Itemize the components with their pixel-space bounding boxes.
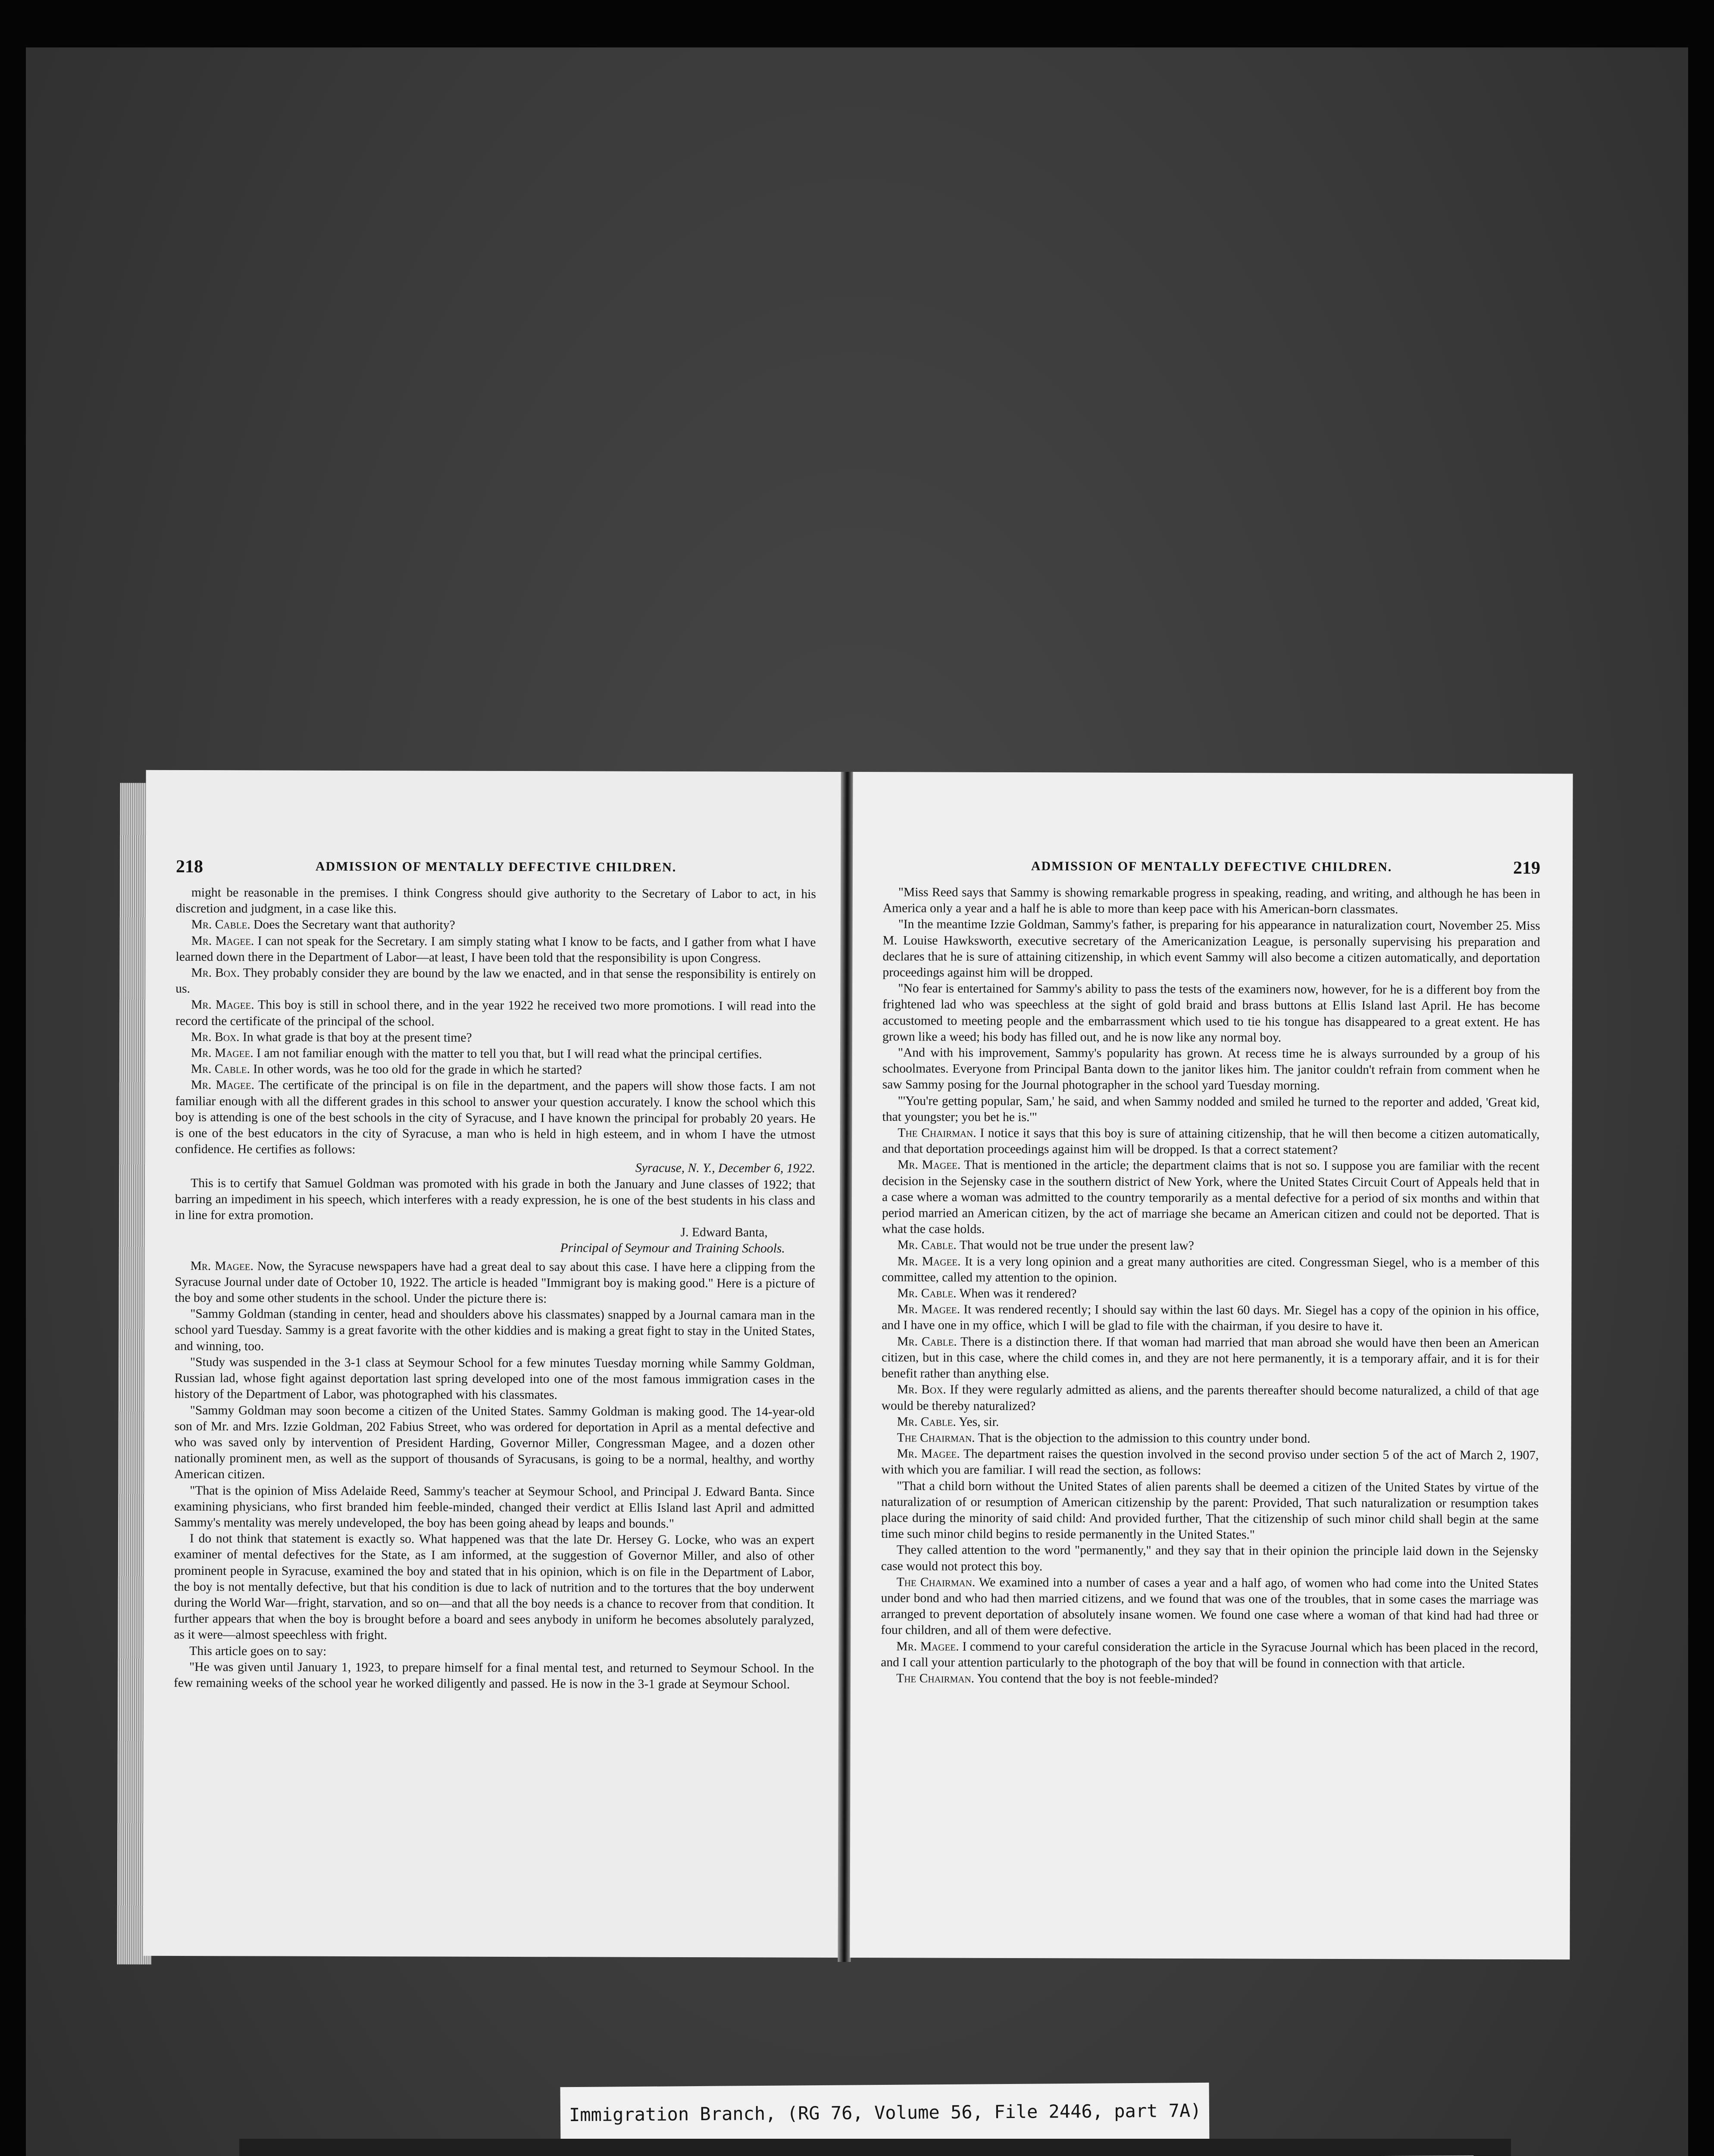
left-paragraph-group-1: [175, 885, 816, 1159]
paragraph: [175, 1306, 815, 1356]
speaker-name: Mr. Magee.: [897, 1254, 961, 1269]
paragraph: [882, 1125, 1539, 1159]
paragraph-text: They called attention to the word "permanently," and they say that in their opinion the principle laid down in the Sejensky case would not protect this boy.: [881, 1543, 1539, 1573]
left-page-text: [174, 885, 816, 1693]
paragraph: [881, 1542, 1539, 1576]
paragraph: [881, 1574, 1538, 1640]
paragraph: [882, 1157, 1539, 1239]
paragraph-text: Yes, sir.: [956, 1415, 999, 1429]
certificate-signer: J. Edward Banta,: [680, 1225, 768, 1240]
paragraph-text: I can not speak for the Secretary. I am simply stating what I know to be facts, and I gather from what I have learned down there in the Department of Labor—at least, I have been told that the responsibility is upon Congress.: [175, 934, 816, 965]
paragraph-text: If they were regularly admitted as aliens, and the parents thereafter should become naturalized, a child of that age would be thereby naturalized?: [881, 1382, 1539, 1413]
paragraph-text: "He was given until January 1, 1923, to prepare himself for a final mental test, and returned to Seymour School. In the few remaining weeks of the school year he worked diligently and passed. He is now in the 3-1 grade at Seymour School.: [174, 1660, 814, 1692]
paragraph: [881, 1446, 1539, 1479]
speaker-name: Mr. Magee.: [896, 1639, 959, 1654]
paragraph: [882, 1382, 1539, 1416]
paragraph-text: I am not familiar enough with the matter to tell you that, but I will read what the principal certifies.: [253, 1046, 762, 1062]
paragraph: [882, 1093, 1539, 1127]
paragraph-text: They probably consider they are bound by the law we enacted, and in that sense the responsibility is entirely on us.: [175, 966, 816, 996]
paragraph: [882, 1045, 1540, 1095]
paragraph-text: "Study was suspended in the 3-1 class at Seymour School for a few minutes Tuesday morning while Sammy Goldman, Russian lad, whose fight against deportation last spring developed into one of the most famous immigration cases in the history of the Department of Labor, was photographed with his classmates.: [174, 1355, 815, 1402]
certificate-signer-title: Principal of Seymour and Training Schools.: [560, 1241, 785, 1256]
paragraph-text: I notice it says that this boy is sure of attaining citizenship, that he will then become a citizen automatically, and that deportation proceedings against him will be dropped. Is that a correct statement?: [882, 1126, 1540, 1157]
paragraph-text: You contend that the boy is not feeble-minded?: [974, 1671, 1219, 1686]
speaker-name: Mr. Magee.: [897, 1302, 960, 1316]
right-page-number: 219: [1513, 858, 1541, 878]
speaker-name: The Chairman.: [896, 1671, 975, 1686]
paragraph-text: "In the meantime Izzie Goldman, Sammy's father, is preparing for his appearance in naturalization court, November 25. Miss M. Louise Hawksworth, executive secretary of the Americanization League, is personally supervising his preparation and declares that he is sure of attaining citizenship, in which event Sammy will also become a citizen automatically, and deportation proceedings against him will be dropped.: [882, 917, 1540, 980]
paragraph: [175, 1029, 816, 1047]
paragraph-text: "'You're getting popular, Sam,' he said, and when Sammy nodded and smiled he turned to the reporter and added, 'Great kid, that youngster; you bet he is.'": [882, 1094, 1540, 1124]
certificate-dateline: Syracuse, N. Y., December 6, 1922.: [635, 1161, 816, 1176]
speaker-name: The Chairman.: [898, 1126, 976, 1140]
right-paragraph-group: [881, 884, 1540, 1688]
paragraph: [174, 1659, 814, 1693]
paragraph: [175, 933, 816, 967]
left-running-head: ADMISSION OF MENTALLY DEFECTIVE CHILDREN.: [315, 859, 677, 874]
paragraph: [175, 1258, 815, 1308]
paragraph: [881, 1670, 1538, 1688]
paragraph: [882, 981, 1540, 1047]
paragraph-text: There is a distinction there. If that woman had married that man abroad she would have then been an American citizen, but in this case, where the child comes in, and they are not here permanently, it is a temporary affair, and it is for their benefit rather than anything else.: [881, 1335, 1539, 1381]
speaker-name: Mr. Box.: [191, 1030, 240, 1044]
paragraph-text: The certificate of the principal is on file in the department, and the papers will show those facts. I am not familiar enough with all the different grades in this school to answer your question accurately. I know the school which this boy is attending is one of the best schools in the city of Syracuse, and I have known the principal for probably 20 years. He is one of the best educators in the city of Syracuse, a man who is held in high esteem, and in whom I have the utmost confidence. He certifies as follows:: [175, 1078, 816, 1157]
paragraph: [882, 1238, 1539, 1255]
paragraph-text: In what grade is that boy at the present time?: [239, 1030, 472, 1045]
speaker-name: Mr. Box.: [191, 966, 240, 980]
paragraph-text: In other words, was he too old for the grade in which he started?: [250, 1062, 582, 1077]
paragraph-text: Now, the Syracuse newspapers have had a great deal to say about this case. I have here a clipping from the Syracuse Journal under date of October 10, 1922. The article is headed "Immigrant boy is making good." Here is a picture of the boy and some other students in the school. Under the picture there is:: [175, 1259, 815, 1306]
paragraph: [176, 917, 816, 934]
paragraph-text: I do not think that statement is exactly so. What happened was that the late Dr. Hersey G. Locke, who was an expert examiner of mental defectives for the State, as I am informed, at the suggestion of Governor Miller, and also of other prominent people in Syracuse, examined the boy and stated that in his opinion, which is on file in the Department of Labor, the boy is not mentally defective, but that his condition is due to lack of nutrition and to the tortures that the boy underwent during the World War—fright, starvation, and so on—and that all the boy needs is a chance to recover from that condition. It further appears that when the boy is brought before a board and sees anybody in uniform he becomes absolutely paralyzed, as it were—almost speechless with fright.: [174, 1532, 815, 1642]
paragraph-text: "And with his improvement, Sammy's popularity has grown. At recess time he is always surrounded by a group of his schoolmates. Everyone from Principal Banta down to the janitor likes him. The janitor couldn't refrain from comment when he saw Sammy posing for the Journal photographer in the school yard Tuesday morning.: [882, 1046, 1540, 1093]
left-page: [143, 770, 842, 1958]
left-paragraph-group-2: [174, 1258, 815, 1693]
speaker-name: Mr. Cable.: [897, 1238, 957, 1253]
paragraph-text: "Sammy Goldman may soon become a citizen of the United States. Sammy Goldman is making good. The 14-year-old son of Mr. and Mrs. Izzie Goldman, 202 Fabius Street, who was ordered for deportation in April as a mental defective and who was saved only by intervention of President Harding, Governor Miller, Congressman Magee, and a dozen other nationally prominent men, as well as the support of thousands of Syracusans, is going to be a normal, healthy, and worthy American citizen.: [174, 1403, 815, 1482]
right-page-header: [883, 856, 1540, 881]
speaker-name: Mr. Magee.: [191, 1078, 255, 1092]
paragraph-text: "That is the opinion of Miss Adelaide Reed, Sammy's teacher at Seymour School, and Principal J. Edward Banta. Since examining physicians, who first branded him feeble-minded, changed their verdict at Ellis Island last April and admitted Sammy's mentality was merely undeveloped, the boy has been going ahead by leaps and bounds.": [174, 1483, 815, 1531]
archive-caption-text: Immigration Branch, (RG 76, Volume 56, File 2446, part 7A): [569, 2100, 1201, 2126]
speaker-name: Mr. Cable.: [897, 1286, 957, 1300]
paragraph: [174, 1643, 814, 1661]
paragraph: [174, 1402, 814, 1484]
paragraph: [882, 1334, 1539, 1384]
paragraph: [882, 1430, 1539, 1448]
speaker-name: Mr. Magee.: [191, 934, 254, 948]
speaker-name: Mr. Cable.: [897, 1334, 957, 1349]
paragraph-text: "That a child born without the United States of alien parents shall be deemed a citizen of the United States by virtue of the naturalization of or resumption of American citizenship by the parent: Provided, That such naturalization or resumption takes place during the minority of said child: And provided further, That the citizenship of such minor child shall begin at the same time such minor child begins to reside permanently in the United States.": [881, 1479, 1539, 1542]
speaker-name: Mr. Magee.: [897, 1447, 960, 1461]
paragraph: [174, 1531, 814, 1645]
paragraph-text: That is mentioned in the article; the department claims that is not so. I suppose you are familiar with the recent decision in the Sejensky case in the southern district of New York, where the United States Circuit Court of Appeals held that in a case where a woman was admitted to the country temporarily as a mental defective for a period of six months and within that period married an American citizen, by the act of marriage she became an American citizen and could not be deported. That is what the case holds.: [882, 1158, 1540, 1237]
paragraph-text: "Sammy Goldman (standing in center, head and shoulders above his classmates) snapped by a Journal camara man in the school yard Tuesday. Sammy is a great favorite with the other kiddies and is making a great fight to stay in the United States, and winning, too.: [175, 1307, 815, 1354]
speaker-name: Mr. Box.: [897, 1382, 946, 1397]
speaker-name: Mr. Cable.: [897, 1415, 956, 1429]
archive-caption-strip: [560, 2083, 1210, 2146]
paragraph: [882, 1414, 1539, 1432]
right-running-head: ADMISSION OF MENTALLY DEFECTIVE CHILDREN.: [1031, 859, 1392, 874]
certificate-text: This is to certify that Samuel Goldman was promoted with his grade in both the January and June classes of 1922; that barring an impediment in his speech, which interferes with a ready expression, he is one of the best students in his class and in line for extra promotion.: [175, 1176, 816, 1222]
paragraph-text: This boy is still in school there, and in the year 1922 he received two more promotions. I will read into the record the certificate of the principal of the school.: [175, 998, 816, 1029]
paragraph: [883, 884, 1540, 918]
paragraph-text: It was rendered recently; I should say within the last 60 days. Mr. Siegel has a copy of the opinion in his office, and I have one in my office, which I will be glad to file with the chairman, if you desire to have it.: [882, 1302, 1539, 1334]
paragraph-text: The department raises the question involved in the second proviso under section 5 of the act of March 2, 1907, with which you are familiar. I will read the section, as follows:: [881, 1447, 1539, 1478]
paragraph-text: "No fear is entertained for Sammy's ability to pass the tests of the examiners now, however, for he is a different boy from the frightened lad who was speechless at the sight of gold braid and brass buttons at Ellis Island last April. He has become accustomed to meeting people and the embarrassment which used to tie his tongue has disappeared to a great extent. He has grown like a weed; his body has filled out, and he is now like any normal boy.: [882, 981, 1540, 1045]
open-book: [117, 770, 1577, 1973]
paragraph-text: This article goes on to say:: [189, 1644, 327, 1658]
paragraph: [175, 997, 816, 1031]
paragraph: [175, 1077, 815, 1159]
paragraph: [882, 1301, 1539, 1335]
speaker-name: Mr. Magee.: [898, 1158, 961, 1172]
paragraph-text: might be reasonable in the premises. I think Congress should give authority to the Secretary of Labor to act, in his discretion and judgment, in a case like this.: [175, 886, 816, 916]
right-page-text: [881, 884, 1540, 1688]
paragraph-text: That is the objection to the admission to this country under bond.: [975, 1431, 1311, 1446]
speaker-name: Mr. Magee.: [191, 998, 254, 1012]
left-page-header: [176, 856, 816, 881]
label-backing: [239, 2139, 1511, 2156]
speaker-name: The Chairman.: [897, 1431, 975, 1445]
paragraph: [175, 965, 816, 999]
speaker-name: Mr. Magee.: [190, 1259, 254, 1273]
paragraph: [175, 1354, 815, 1404]
paragraph: [882, 1285, 1539, 1303]
paragraph: [881, 1478, 1539, 1544]
paragraph: [175, 1045, 816, 1063]
paragraph-text: I commend to your careful consideration the article in the Syracuse Journal which has been placed in the record, and I call your attention particularly to the photograph of the boy that will be found in connection with that article.: [881, 1639, 1539, 1671]
paragraph: [174, 1482, 814, 1532]
paragraph-text: That would not be true under the present law?: [956, 1238, 1194, 1253]
paragraph: [882, 1253, 1539, 1287]
speaker-name: Mr. Cable.: [191, 1062, 250, 1076]
paragraph-text: Does the Secretary want that authority?: [250, 918, 455, 933]
speaker-name: Mr. Magee.: [191, 1046, 253, 1060]
paragraph: [175, 1061, 816, 1079]
speaker-name: Mr. Cable.: [191, 918, 250, 932]
paragraph: [881, 1639, 1538, 1672]
paragraph-text: We examined into a number of cases a year and a half ago, of women who had come into the United States under bond and who had then married citizens, and we found that was one of the troubles, that in some cases the marriage was arranged to prevent deportation of absolutely insane women. We found one case where a woman of that kind had had three or four children, and all of them were defective.: [881, 1575, 1539, 1638]
paragraph-text: "Miss Reed says that Sammy is showing remarkable progress in speaking, reading, and writing, and although he has been in America only a year and a half he is able to more than keep pace with his American-born classmates.: [882, 885, 1540, 917]
paragraph: [882, 917, 1540, 983]
paragraph: [176, 885, 816, 918]
right-page: [850, 772, 1573, 1959]
paragraph-text: It is a very long opinion and a great many authorities are cited. Congressman Siegel, who is a member of this committee, called my attention to the opinion.: [882, 1254, 1539, 1285]
speaker-name: The Chairman.: [896, 1575, 976, 1589]
paragraph-text: When was it rendered?: [956, 1286, 1077, 1301]
left-page-number: 218: [175, 856, 203, 877]
